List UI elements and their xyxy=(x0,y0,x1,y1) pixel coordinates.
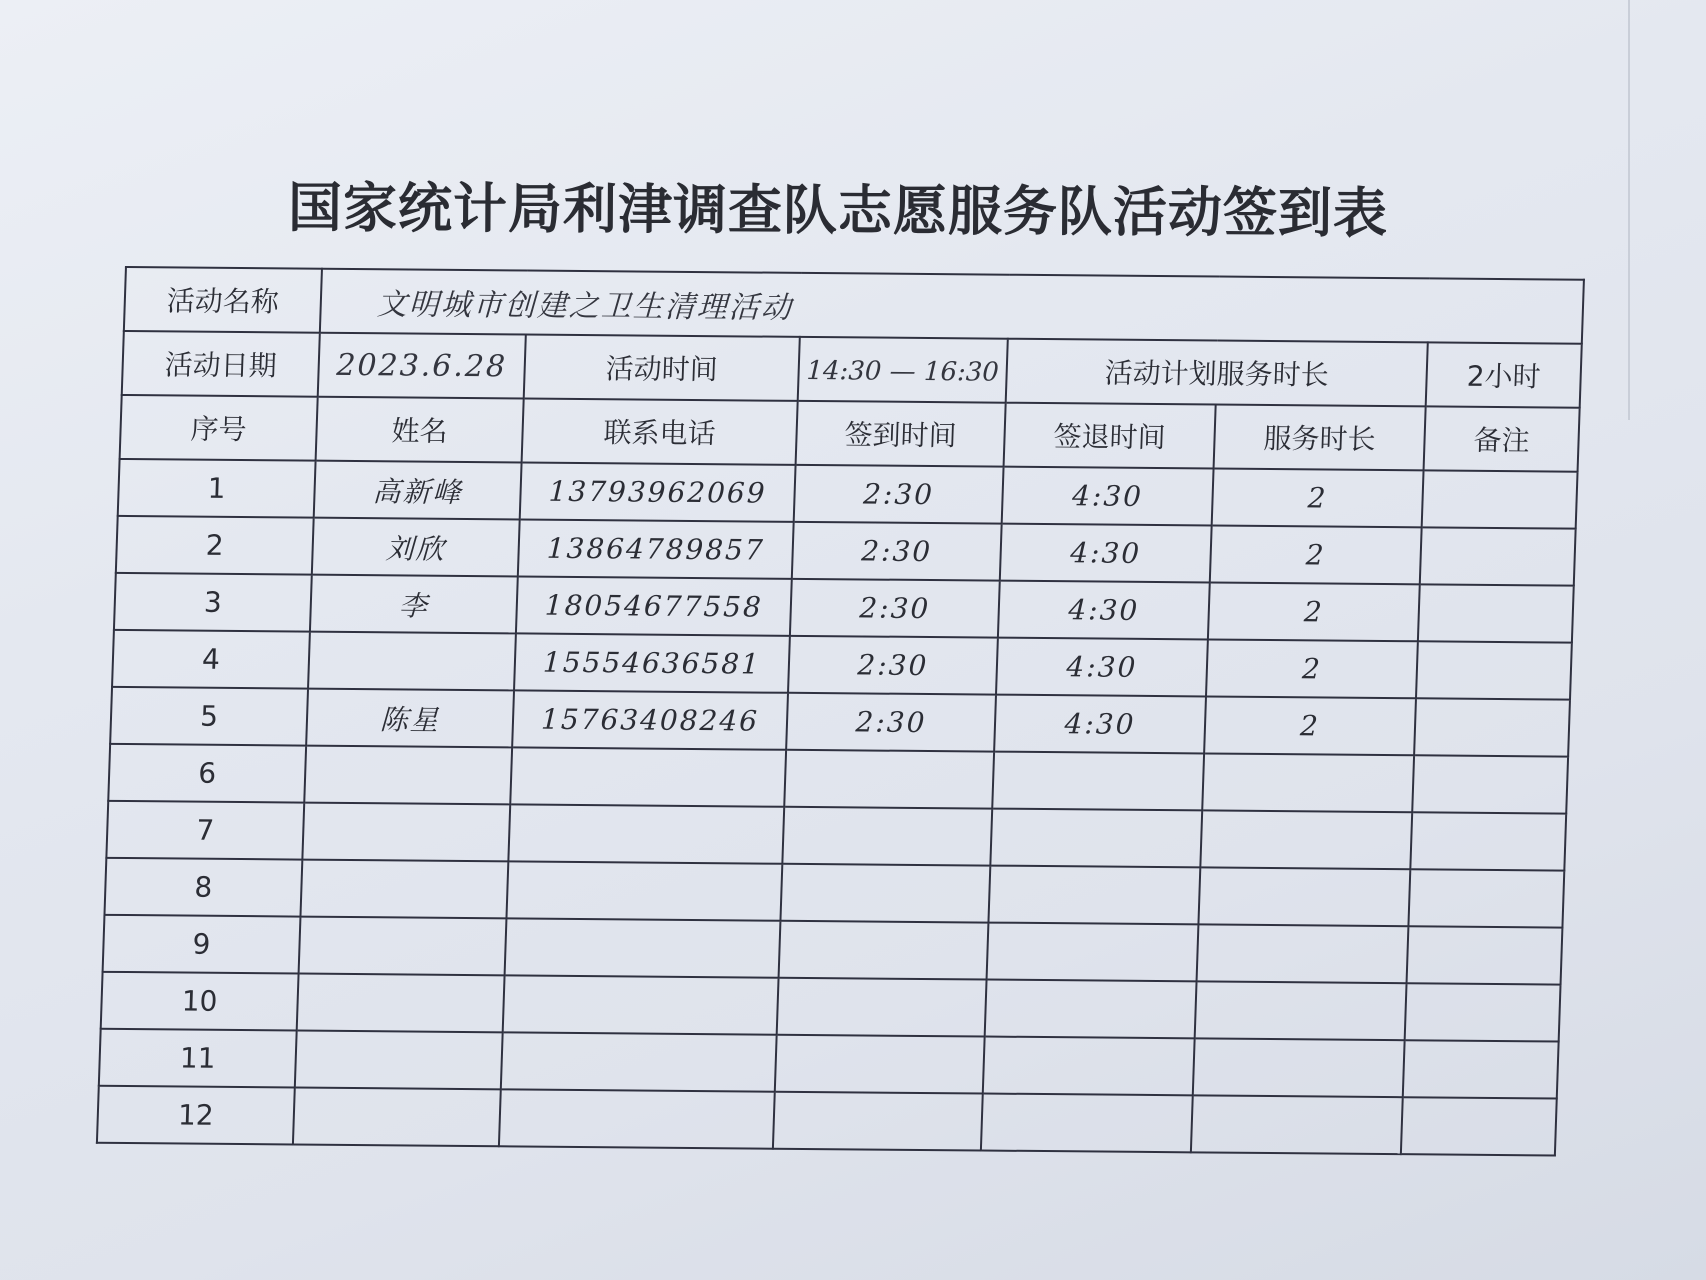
activity-date-handwriting: 2023.6.28 xyxy=(335,347,508,384)
row-note xyxy=(1407,926,1563,984)
row-sign-out-time: 4:30 xyxy=(996,638,1208,697)
row-sign-out-time xyxy=(981,1094,1193,1153)
row-service-hours xyxy=(1198,867,1410,926)
row-name xyxy=(308,632,516,691)
row-service-hours xyxy=(1197,924,1409,983)
row-sign-out-time xyxy=(992,752,1204,811)
activity-name-handwriting: 文明城市创建之卫生清理活动 xyxy=(376,287,794,326)
row-note xyxy=(1416,641,1572,699)
activity-date-value xyxy=(318,333,526,399)
sign-in-table xyxy=(96,266,1585,1157)
row-sign-out-time xyxy=(983,1037,1195,1096)
row-service-hours xyxy=(1200,810,1412,869)
row-number: 3 xyxy=(114,573,312,632)
row-service-hours xyxy=(1202,753,1414,812)
row-sign-in-time xyxy=(775,1035,985,1094)
activity-time-handwriting: 14:30 — 16:30 xyxy=(806,355,1000,388)
row-sign-out-time: 4:30 xyxy=(1002,467,1214,526)
row-sign-out-time xyxy=(987,923,1199,982)
row-sign-out-time xyxy=(988,866,1200,925)
activity-name-label: 活动名称 xyxy=(124,267,322,333)
row-phone xyxy=(499,1089,775,1148)
row-phone xyxy=(510,747,786,806)
row-number: 11 xyxy=(99,1029,297,1088)
row-number: 5 xyxy=(110,687,308,746)
row-number: 8 xyxy=(104,858,302,917)
activity-name-value xyxy=(320,269,1584,344)
row-number: 12 xyxy=(97,1086,295,1145)
row-name: 刘欣 xyxy=(312,518,520,577)
row-name xyxy=(293,1088,501,1147)
row-service-hours: 2 xyxy=(1208,582,1420,641)
row-sign-out-time: 4:30 xyxy=(998,581,1210,640)
table-row xyxy=(97,1086,1557,1156)
row-service-hours xyxy=(1191,1095,1403,1154)
row-sign-in-time xyxy=(773,1092,983,1151)
row-sign-in-time: 2:30 xyxy=(790,579,1000,638)
row-note xyxy=(1422,470,1578,528)
row-number: 1 xyxy=(118,459,316,518)
column-header-sign-in: 签到时间 xyxy=(796,401,1006,467)
row-sign-in-time: 2:30 xyxy=(792,522,1002,581)
row-service-hours: 2 xyxy=(1204,696,1416,755)
row-note xyxy=(1405,983,1561,1041)
row-phone: 15763408246 xyxy=(512,690,788,749)
row-phone xyxy=(508,804,784,863)
activity-time-value xyxy=(798,337,1008,403)
form-title: 国家统计局利津调查队志愿服务队活动签到表 xyxy=(287,175,1389,245)
row-phone: 13793962069 xyxy=(520,462,796,521)
row-note xyxy=(1403,1040,1559,1098)
row-sign-out-time xyxy=(985,980,1197,1039)
row-note xyxy=(1414,698,1570,756)
row-service-hours: 2 xyxy=(1206,639,1418,698)
row-phone xyxy=(503,975,779,1034)
activity-time-label: 活动时间 xyxy=(524,335,800,401)
row-sign-out-time xyxy=(990,809,1202,868)
row-name xyxy=(304,746,512,805)
row-phone: 13864789857 xyxy=(518,519,794,578)
row-sign-in-time xyxy=(777,978,987,1037)
activity-date-label: 活动日期 xyxy=(122,331,320,397)
row-number: 7 xyxy=(106,801,304,860)
planned-hours-value: 2小时 xyxy=(1426,342,1582,407)
row-sign-in-time: 2:30 xyxy=(786,693,996,752)
row-name xyxy=(297,974,505,1033)
row-name xyxy=(302,803,510,862)
column-header-sign-out: 签退时间 xyxy=(1004,403,1216,469)
row-sign-out-time: 4:30 xyxy=(994,695,1206,754)
row-phone: 15554636581 xyxy=(514,633,790,692)
column-header-phone: 联系电话 xyxy=(522,398,798,464)
row-number: 9 xyxy=(103,915,301,974)
row-number: 6 xyxy=(108,744,306,803)
row-note xyxy=(1408,869,1564,927)
row-sign-in-time: 2:30 xyxy=(794,465,1004,524)
column-header-name: 姓名 xyxy=(316,397,524,463)
row-name: 陈星 xyxy=(306,689,514,748)
row-sign-in-time xyxy=(779,921,989,980)
row-note xyxy=(1418,584,1574,642)
row-sign-in-time: 2:30 xyxy=(788,636,998,695)
row-phone xyxy=(505,918,781,977)
row-service-hours: 2 xyxy=(1212,469,1424,528)
planned-hours-label: 活动计划服务时长 xyxy=(1006,339,1428,407)
row-phone xyxy=(506,861,782,920)
row-note xyxy=(1412,755,1568,813)
row-note xyxy=(1401,1097,1557,1155)
row-sign-out-time: 4:30 xyxy=(1000,524,1212,583)
row-service-hours xyxy=(1193,1038,1405,1097)
row-number: 4 xyxy=(112,630,310,689)
column-header-hours: 服务时长 xyxy=(1214,405,1426,471)
row-name xyxy=(299,917,507,976)
column-header-note: 备注 xyxy=(1424,406,1580,471)
row-number: 10 xyxy=(101,972,299,1031)
row-sign-in-time xyxy=(782,807,992,866)
row-service-hours: 2 xyxy=(1210,525,1422,584)
row-name: 李 xyxy=(310,575,518,634)
column-header-no: 序号 xyxy=(120,395,318,461)
row-name xyxy=(300,860,508,919)
row-name xyxy=(295,1031,503,1090)
row-name: 高新峰 xyxy=(314,461,522,520)
row-sign-in-time xyxy=(780,864,990,923)
row-note xyxy=(1420,527,1576,585)
row-sign-in-time xyxy=(784,750,994,809)
row-service-hours xyxy=(1195,981,1407,1040)
row-phone: 18054677558 xyxy=(516,576,792,635)
row-number: 2 xyxy=(116,516,314,575)
row-note xyxy=(1410,812,1566,870)
row-phone xyxy=(501,1032,777,1091)
